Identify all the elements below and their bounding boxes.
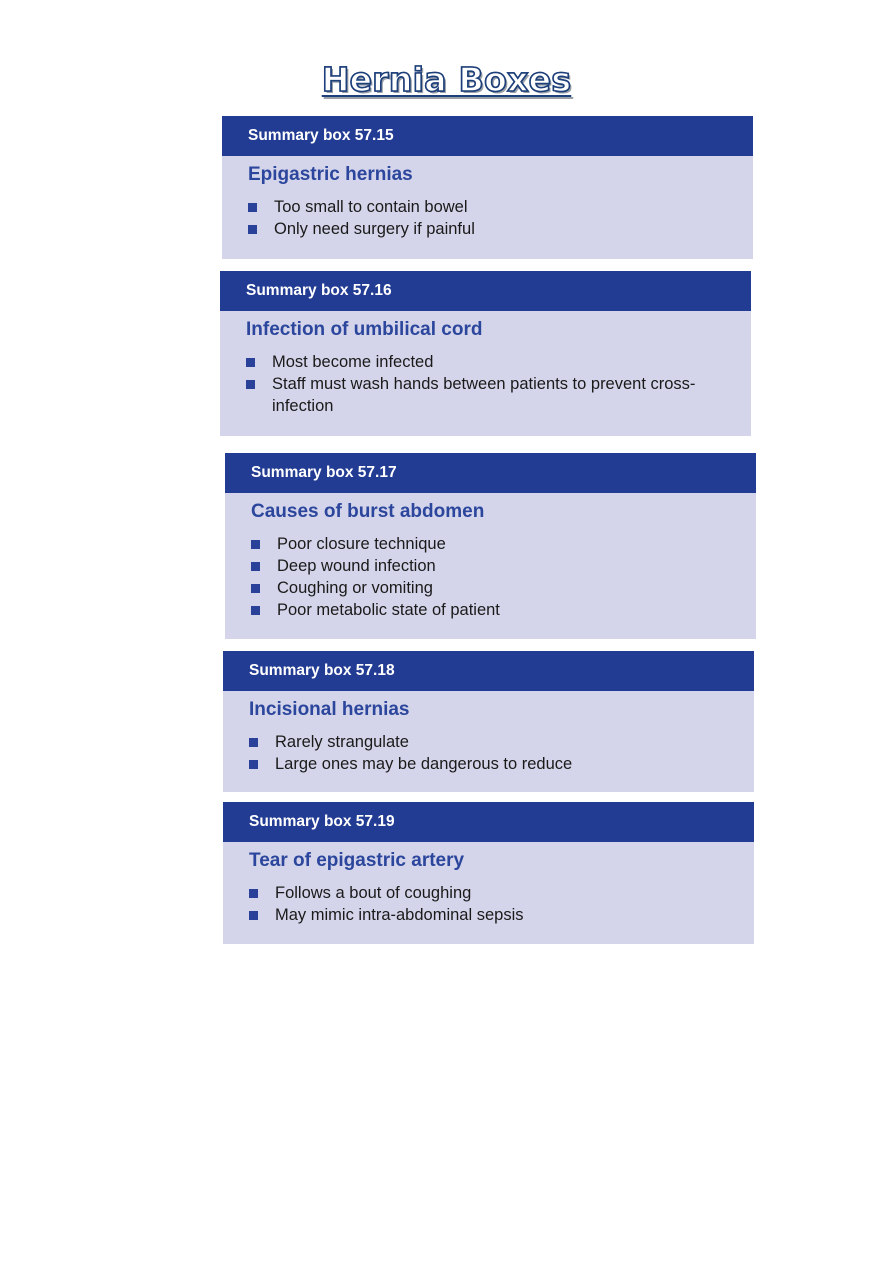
square-bullet-icon: [249, 738, 258, 747]
square-bullet-icon: [246, 358, 255, 367]
square-bullet-icon: [251, 562, 260, 571]
summary-box-header: Summary box 57.16: [220, 271, 751, 311]
list-item-text: Staff must wash hands between patients to prevent cross-infection: [272, 375, 696, 415]
list-item: [251, 577, 738, 599]
list-item: [248, 196, 735, 218]
list-item: [248, 218, 735, 240]
list-item-text: Large ones may be dangerous to reduce: [275, 755, 573, 773]
summary-box-title: Tear of epigastric artery: [249, 850, 465, 871]
square-bullet-icon: [249, 889, 258, 898]
list-item: [246, 373, 733, 417]
summary-box-title: Causes of burst abdomen: [251, 501, 485, 522]
square-bullet-icon: [246, 380, 255, 389]
summary-box-list: [223, 731, 754, 775]
summary-box: [220, 271, 751, 436]
square-bullet-icon: [249, 760, 258, 769]
list-item-text: Coughing or vomiting: [277, 579, 433, 597]
list-item-text: May mimic intra-abdominal sepsis: [275, 906, 524, 924]
list-item: [249, 882, 736, 904]
summary-box-list: [222, 196, 753, 240]
page-title: Hernia Boxes: [321, 60, 572, 99]
summary-box: [223, 802, 754, 944]
summary-box-title: Incisional hernias: [249, 699, 410, 720]
summary-box-header: Summary box 57.19: [223, 802, 754, 842]
list-item: [249, 904, 736, 926]
summary-box: [223, 651, 754, 792]
square-bullet-icon: [251, 540, 260, 549]
list-item-text: Follows a bout of coughing: [275, 884, 472, 902]
list-item: [251, 599, 738, 621]
square-bullet-icon: [251, 584, 260, 593]
summary-box-title: Epigastric hernias: [248, 164, 413, 185]
square-bullet-icon: [248, 225, 257, 234]
summary-box-header: Summary box 57.17: [225, 453, 756, 493]
summary-box: [225, 453, 756, 639]
list-item: [246, 351, 733, 373]
list-item-text: Too small to contain bowel: [274, 198, 468, 216]
summary-box-list: [220, 351, 751, 417]
square-bullet-icon: [251, 606, 260, 615]
summary-box: [222, 116, 753, 259]
list-item: [251, 533, 738, 555]
list-item-text: Most become infected: [272, 353, 434, 371]
list-item-text: Poor closure technique: [277, 535, 446, 553]
square-bullet-icon: [248, 203, 257, 212]
summary-box-list: [225, 533, 756, 621]
summary-box-header: Summary box 57.15: [222, 116, 753, 156]
list-item: [249, 753, 736, 775]
list-item-text: Only need surgery if painful: [274, 220, 475, 238]
summary-box-list: [223, 882, 754, 926]
list-item-text: Deep wound infection: [277, 557, 436, 575]
list-item: [249, 731, 736, 753]
summary-box-title: Infection of umbilical cord: [246, 319, 483, 340]
summary-box-header: Summary box 57.18: [223, 651, 754, 691]
square-bullet-icon: [249, 911, 258, 920]
list-item-text: Poor metabolic state of patient: [277, 601, 500, 619]
list-item: [251, 555, 738, 577]
list-item-text: Rarely strangulate: [275, 733, 409, 751]
